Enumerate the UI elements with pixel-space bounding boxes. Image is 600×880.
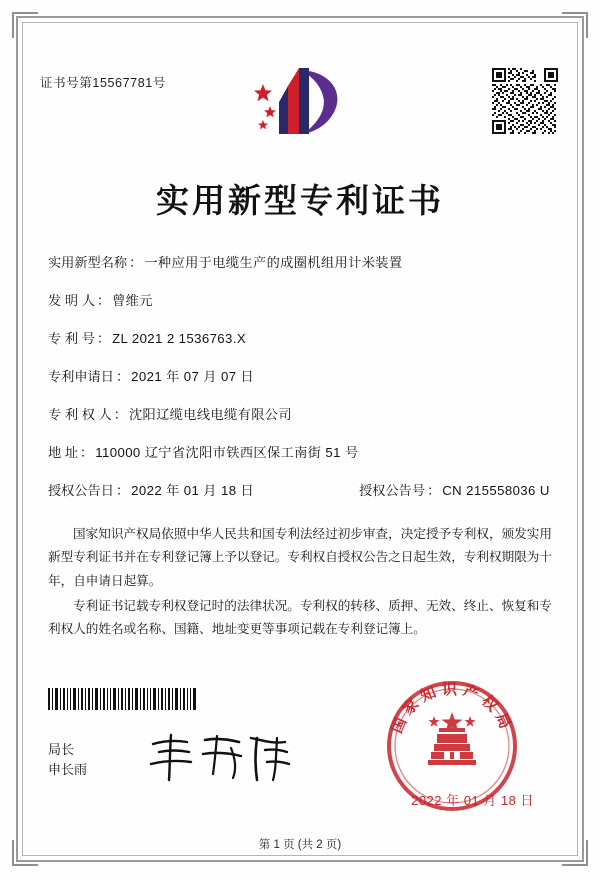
field-row <box>48 442 552 461</box>
field-label-address: 地 址 <box>48 445 79 460</box>
legal-paragraph-1: 国家知识产权局依照中华人民共和国专利法经过初步审查，决定授予专利权，颁发实用新型专利证书并在专利登记簿上予以登记。专利权自授权公告之日起生效，专利权期限为十年，自申请日起算。 <box>48 527 552 588</box>
field-colon: ： <box>115 483 130 498</box>
field-label-inventor: 发 明 人 <box>48 293 95 308</box>
cnipa-logo-icon <box>243 62 353 140</box>
field-value-invention-name: 一种应用于电缆生产的成圈机组用计米装置 <box>144 255 403 270</box>
field-colon: ： <box>115 369 130 384</box>
signature-labels <box>48 740 87 780</box>
field-row <box>48 290 552 309</box>
field-value-inventor: 曾维元 <box>112 293 153 308</box>
page-title: 实用新型专利证书 <box>156 181 444 220</box>
field-label-patentee: 专 利 权 人 <box>48 407 112 422</box>
director-name-label: 申长雨 <box>48 762 88 778</box>
field-colon: ： <box>129 255 143 270</box>
field-colon: ： <box>113 407 127 422</box>
field-row <box>48 480 552 499</box>
field-colon: ： <box>427 483 441 498</box>
field-value-grant-publication-number: CN 215558036 U <box>442 483 550 498</box>
field-value-application-date: 2021 年 07 月 07 日 <box>131 369 255 384</box>
field-label-grant-publication-number: 授权公告号 <box>359 483 426 498</box>
corner-ornament-top-left <box>12 12 38 38</box>
director-title-label: 局长 <box>48 742 75 757</box>
field-row <box>48 252 552 271</box>
certificate-fields <box>48 252 552 518</box>
certificate-number: 证书号第15567781号 <box>40 76 166 90</box>
page-footer: 第 1 页 (共 2 页) <box>258 839 342 851</box>
field-value-patentee: 沈阳辽缆电线电缆有限公司 <box>128 407 292 422</box>
svg-text:国家知识产权局: 国家知识产权局 <box>387 680 517 736</box>
seal-date: 2022 年 01 月 18 日 <box>411 793 534 808</box>
field-label-grant-date: 授权公告日 <box>48 483 114 498</box>
field-colon: ： <box>96 331 111 346</box>
field-value-patent-number: ZL 2021 2 1536763.X <box>112 331 247 346</box>
legal-paragraph-2: 专利证书记载专利权登记时的法律状况。专利权的转移、质押、无效、终止、恢复和专利权人的姓名或名称、国籍、地址变更等事项记载在专利登记簿上。 <box>48 598 552 637</box>
field-row <box>48 328 552 347</box>
field-value-grant-date: 2022 年 01 月 18 日 <box>131 483 255 498</box>
field-colon: ： <box>80 445 94 460</box>
field-label-patent-number: 专 利 号 <box>48 331 95 346</box>
field-label-application-date: 专利申请日 <box>48 369 114 384</box>
field-colon: ： <box>96 293 111 308</box>
qr-code-icon <box>492 68 558 134</box>
corner-ornament-top-right <box>562 12 588 38</box>
field-label-invention-name: 实用新型名称 <box>48 255 128 270</box>
field-row <box>48 366 552 385</box>
handwritten-signature-icon <box>145 730 295 786</box>
field-row <box>48 404 552 423</box>
barcode-icon <box>48 688 196 710</box>
field-value-address: 110000 辽宁省沈阳市铁西区保工南街 51 号 <box>95 445 359 460</box>
legal-text <box>48 523 552 643</box>
